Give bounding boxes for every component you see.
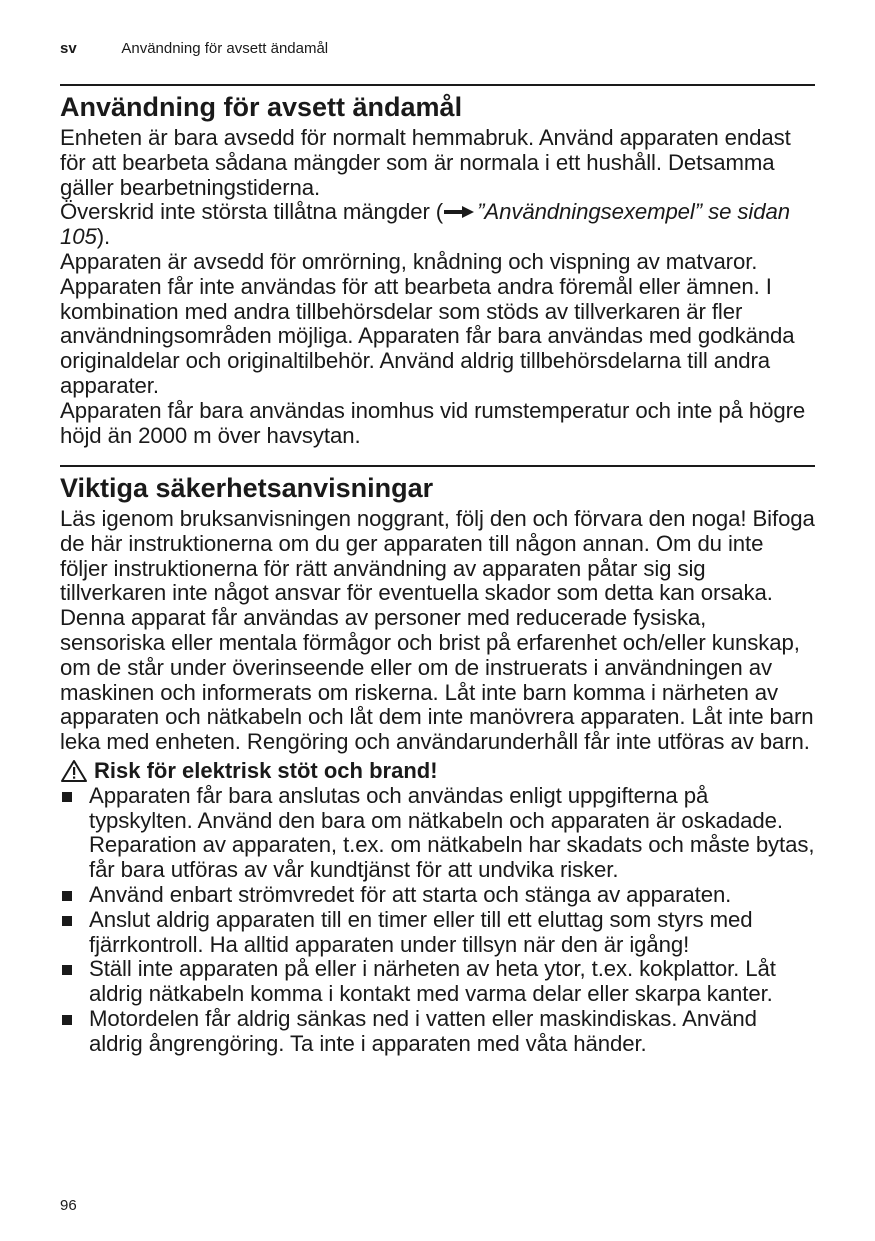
list-item-text: Apparaten får bara anslutas och användas enligt uppgifterna på typskylten. Använd den bara om nätkabeln och apparaten är oskadade. Reparation av apparaten, t.ex. om nätkabeln har skadats och måste bytas, får bara utföras av vår kundtjänst för att undvika risker. (89, 782, 815, 883)
header-title: Användning för avsett ändamål (121, 40, 329, 57)
bullet-square-icon (62, 891, 72, 901)
list-item (60, 883, 815, 908)
list-item (60, 784, 815, 883)
list-item-text: Använd enbart strömvredet för att starta och stänga av apparaten. (89, 881, 732, 907)
list-item (60, 908, 815, 958)
bullet-square-icon (62, 916, 72, 926)
warning-heading (60, 759, 815, 784)
list-item-text: Motordelen får aldrig sänkas ned i vatten eller maskindiskas. Använd aldrig ångrengöring. Ta inte i apparaten med våta händer. (89, 1005, 757, 1056)
paragraph: Läs igenom bruksanvisningen noggrant, följ den och förvara den noga! Bifoga de här instruktionerna om du ger apparaten till någon annan. Om du inte följer instruktionerna för rätt användning av apparaten påtar sig sig tillverkaren inte något ansvar för eventuella skador som detta kan orsaka. (60, 506, 815, 606)
paragraph: Apparaten är avsedd för omrörning, knådning och vispning av matvaror. Apparaten får inte användas för att bearbeta andra föremål eller ämnen. I kombination med andra tillbehörsdelar som stöds av tillverkaren är fler användningsområden möjliga. Apparaten får bara användas med godkända originaldelar och originaltilbehör. Använd aldrig tillbehörsdelarna till andra apparater. (60, 248, 795, 398)
paragraph-text: Överskrid inte största tillåtna mängder ( (60, 199, 444, 225)
safety-list (60, 784, 815, 1057)
paragraph: Apparaten får bara användas inomhus vid rumstemperatur och inte på högre höjd än 2000 m över havsytan. (60, 397, 806, 448)
language-code: sv (60, 40, 77, 57)
warning-triangle-icon (60, 759, 88, 783)
list-item (60, 1007, 815, 1057)
bullet-square-icon (62, 965, 72, 975)
list-item-text: Anslut aldrig apparaten till en timer eller till ett eluttag som styrs med fjärrkontroll. Ha alltid apparaten under tillsyn när den är igång! (89, 906, 753, 957)
bullet-square-icon (62, 1015, 72, 1025)
cross-reference-link[interactable]: ”Användningsexempel” se sidan 105 (60, 199, 790, 250)
arrow-right-icon (444, 206, 474, 218)
paragraph-with-reference (60, 200, 815, 250)
paragraph: Denna apparat får användas av personer med reducerade fysiska, sensoriska eller mentala förmågor och brist på erfarenhet och/eller kunskap, om de står under överinseende eller om de instruerats i användningen av maskinen och informerats om riskerna. Låt inte barn komma i närheten av apparaten och nätkabeln och låt dem inte manövrera apparaten. Låt inte barn leka med enheten. Rengöring och användarunderhåll får inte utföras av barn. (60, 605, 814, 755)
section-heading: Viktiga säkerhetsanvisningar (60, 473, 434, 503)
section-divider (60, 84, 815, 86)
section-safety (60, 465, 815, 1057)
warning-text: Risk för elektrisk stöt och brand! (94, 757, 438, 783)
list-item (60, 957, 815, 1007)
section-divider (60, 465, 815, 467)
page-number: 96 (60, 1197, 77, 1214)
section-intended-use (60, 84, 815, 448)
paragraph: Enheten är bara avsedd för normalt hemmabruk. Använd apparaten endast för att bearbeta sådana mängder som är normala i ett hushåll. Detsamma gäller bearbetningstiderna. (60, 125, 791, 200)
bullet-square-icon (62, 792, 72, 802)
list-item-text: Ställ inte apparaten på eller i närheten av heta ytor, t.ex. kokplattor. Låt aldrig nätkabeln komma i kontakt med varma delar eller skarpa kanter. (89, 956, 776, 1007)
running-header (60, 40, 328, 57)
section-heading: Användning för avsett ändamål (60, 92, 463, 122)
paragraph-text-end: ). (96, 224, 111, 250)
